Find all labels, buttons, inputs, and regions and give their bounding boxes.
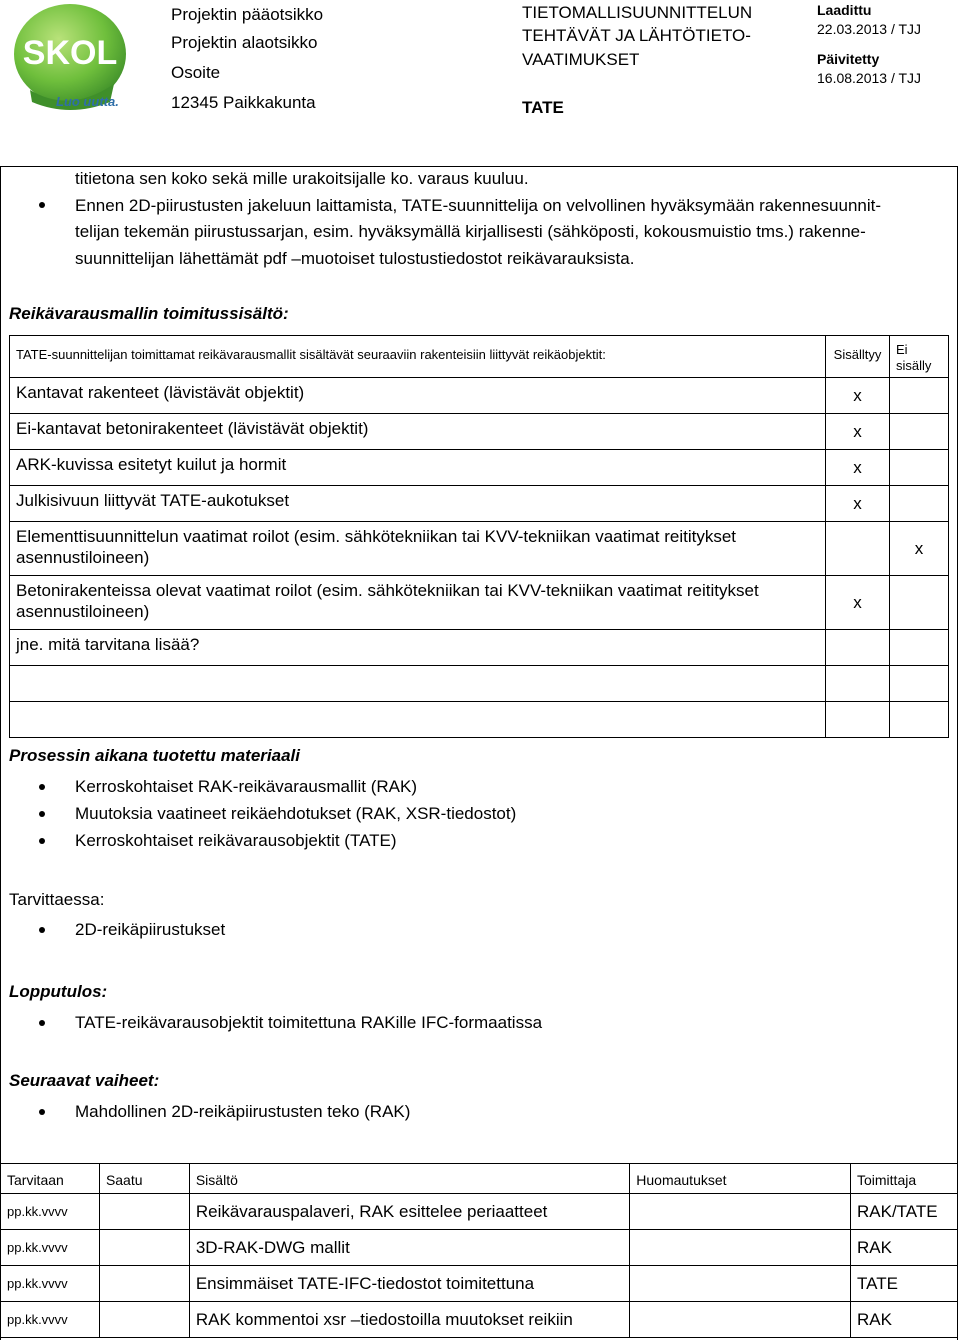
result-item: TATE-reikävarausobjektit toimitettuna RAKille IFC-formaatissa [75,1013,543,1032]
intro-bullet-line-1: Ennen 2D-piirustusten jakeluun laittamista, TATE-suunnittelija on velvollinen hyväksymään rakennesuunnit- [75,196,882,215]
included-mark: x [826,576,890,630]
not-included-mark [890,702,949,738]
delivery-table [9,335,949,738]
included-mark: x [826,378,890,414]
included-mark [826,630,890,666]
bullet-icon [39,1020,45,1026]
table-row-text: jne. mitä tarvitana lisää? [10,630,826,666]
not-included-mark [890,630,949,666]
col-header-notes: Huomautukset [630,1164,851,1194]
address-label: Osoite [171,63,221,82]
process-heading: Prosessin aikana tuotettu materiaali [9,746,300,765]
included-mark [826,522,890,576]
col-header-supplier: Toimittaja [851,1164,958,1194]
content-cell: Reikävarauspalaveri, RAK esittelee periaatteet [189,1194,629,1230]
table-row-text [10,702,826,738]
not-included-mark: x [890,522,949,576]
doc-subject: TATE [522,98,564,117]
included-mark [826,702,890,738]
updated-label: Päivitetty [817,51,880,67]
updated-value: 16.08.2013 / TJJ [817,70,922,86]
bullet-icon [39,811,45,817]
not-included-mark [890,666,949,702]
skol-logo [10,2,130,114]
needed-date: pp.kk.vvvv [1,1230,100,1266]
doc-title-line-1: TIETOMALLISUUNNITTELUN [522,3,753,22]
notes-cell [630,1266,851,1302]
needed-date: pp.kk.vvvv [1,1302,100,1338]
created-label: Laadittu [817,2,872,18]
logo-tagline: Luo uutta. [56,94,119,109]
if-needed-label: Tarvittaessa: [9,890,105,909]
intro-bullet-line-3: suunnittelijan lähettämät pdf –muotoiset tulostustiedostot reikävarauksista. [75,249,635,268]
next-steps-heading: Seuraavat vaiheet: [9,1071,160,1090]
delivery-heading: Reikävarausmallin toimitussisältö: [9,304,289,323]
if-needed-item: 2D-reikäpiirustukset [75,920,226,939]
city-line: 12345 Paikkakunta [171,93,316,112]
included-mark: x [826,414,890,450]
intro-bullet-line-2: telijan tekemän piirustussarjan, esim. hyväksymällä kirjallisesti (sähköposti, kokousmuistio tms.) rakenne- [75,222,866,241]
notes-cell [630,1302,851,1338]
received-date [99,1302,189,1338]
table-row-text [10,666,826,702]
not-included-mark [890,486,949,522]
logo-text: SKOL [22,34,118,72]
bullet-icon [39,927,45,933]
col-header-content: Sisältö [189,1164,629,1194]
table-row-text: ARK-kuvissa esitetyt kuilut ja hormit [10,450,826,486]
table-row-text: Ei-kantavat betonirakenteet (lävistävät objektit) [10,414,826,450]
not-included-mark [890,378,949,414]
needed-date: pp.kk.vvvv [1,1194,100,1230]
col-header-received: Saatu [99,1164,189,1194]
doc-title-line-2: TEHTÄVÄT JA LÄHTÖTIETO- [522,26,751,45]
included-mark [826,666,890,702]
table-row-text: Julkisivuun liittyvät TATE-aukotukset [10,486,826,522]
project-main-title: Projektin pääotsikko [171,5,324,24]
included-mark: x [826,450,890,486]
included-mark: x [826,486,890,522]
result-heading: Lopputulos: [9,982,108,1001]
supplier-cell: RAK/TATE [851,1194,958,1230]
table-row-text: Betonirakenteissa olevat vaatimat roilot (esim. sähkötekniikan tai KVV-tekniikan vaatimat reititykset asennustiloineen) [10,576,826,630]
process-item: Muutoksia vaatineet reikäehdotukset (RAK, XSR-tiedostot) [75,804,517,823]
bullet-icon [39,784,45,790]
not-included-mark [890,576,949,630]
needed-date: pp.kk.vvvv [1,1266,100,1302]
tracking-table [0,1163,958,1338]
supplier-cell: TATE [851,1266,958,1302]
not-included-mark [890,414,949,450]
bullet-icon [39,1109,45,1115]
content-cell: RAK kommentoi xsr –tiedostoilla muutokset reikiin [189,1302,629,1338]
received-date [99,1230,189,1266]
col-included-header: Sisälltyy [826,336,890,378]
doc-title-line-3: VAATIMUKSET [522,50,640,69]
supplier-cell: RAK [851,1302,958,1338]
notes-cell [630,1194,851,1230]
created-value: 22.03.2013 / TJJ [817,21,922,37]
process-item: Kerroskohtaiset RAK-reikävarausmallit (RAK) [75,777,417,796]
bullet-icon [39,202,45,208]
supplier-cell: RAK [851,1230,958,1266]
not-included-mark [890,450,949,486]
col-not-included-header: Ei sisälly [890,336,949,378]
next-steps-item: Mahdollinen 2D-reikäpiirustusten teko (RAK) [75,1102,411,1121]
content-cell: Ensimmäiset TATE-IFC-tiedostot toimitettuna [189,1266,629,1302]
notes-cell [630,1230,851,1266]
process-item: Kerroskohtaiset reikävarausobjektit (TATE) [75,831,397,850]
content-cell: 3D-RAK-DWG mallit [189,1230,629,1266]
intro-line: titietona sen koko sekä mille urakoitsijalle ko. varaus kuuluu. [75,169,529,188]
table-row-text: Kantavat rakenteet (lävistävät objektit) [10,378,826,414]
bullet-icon [39,838,45,844]
table-row-text: Elementtisuunnittelun vaatimat roilot (esim. sähkötekniikan tai KVV-tekniikan vaatimat reititykset asennustiloineen) [10,522,826,576]
project-sub-title: Projektin alaotsikko [171,33,318,52]
col-header-needed: Tarvitaan [1,1164,100,1194]
received-date [99,1194,189,1230]
received-date [99,1266,189,1302]
table-intro-cell: TATE-suunnittelijan toimittamat reikävarausmallit sisältävät seuraaviin rakenteisiin liittyvät reikäobjektit: [10,336,826,378]
